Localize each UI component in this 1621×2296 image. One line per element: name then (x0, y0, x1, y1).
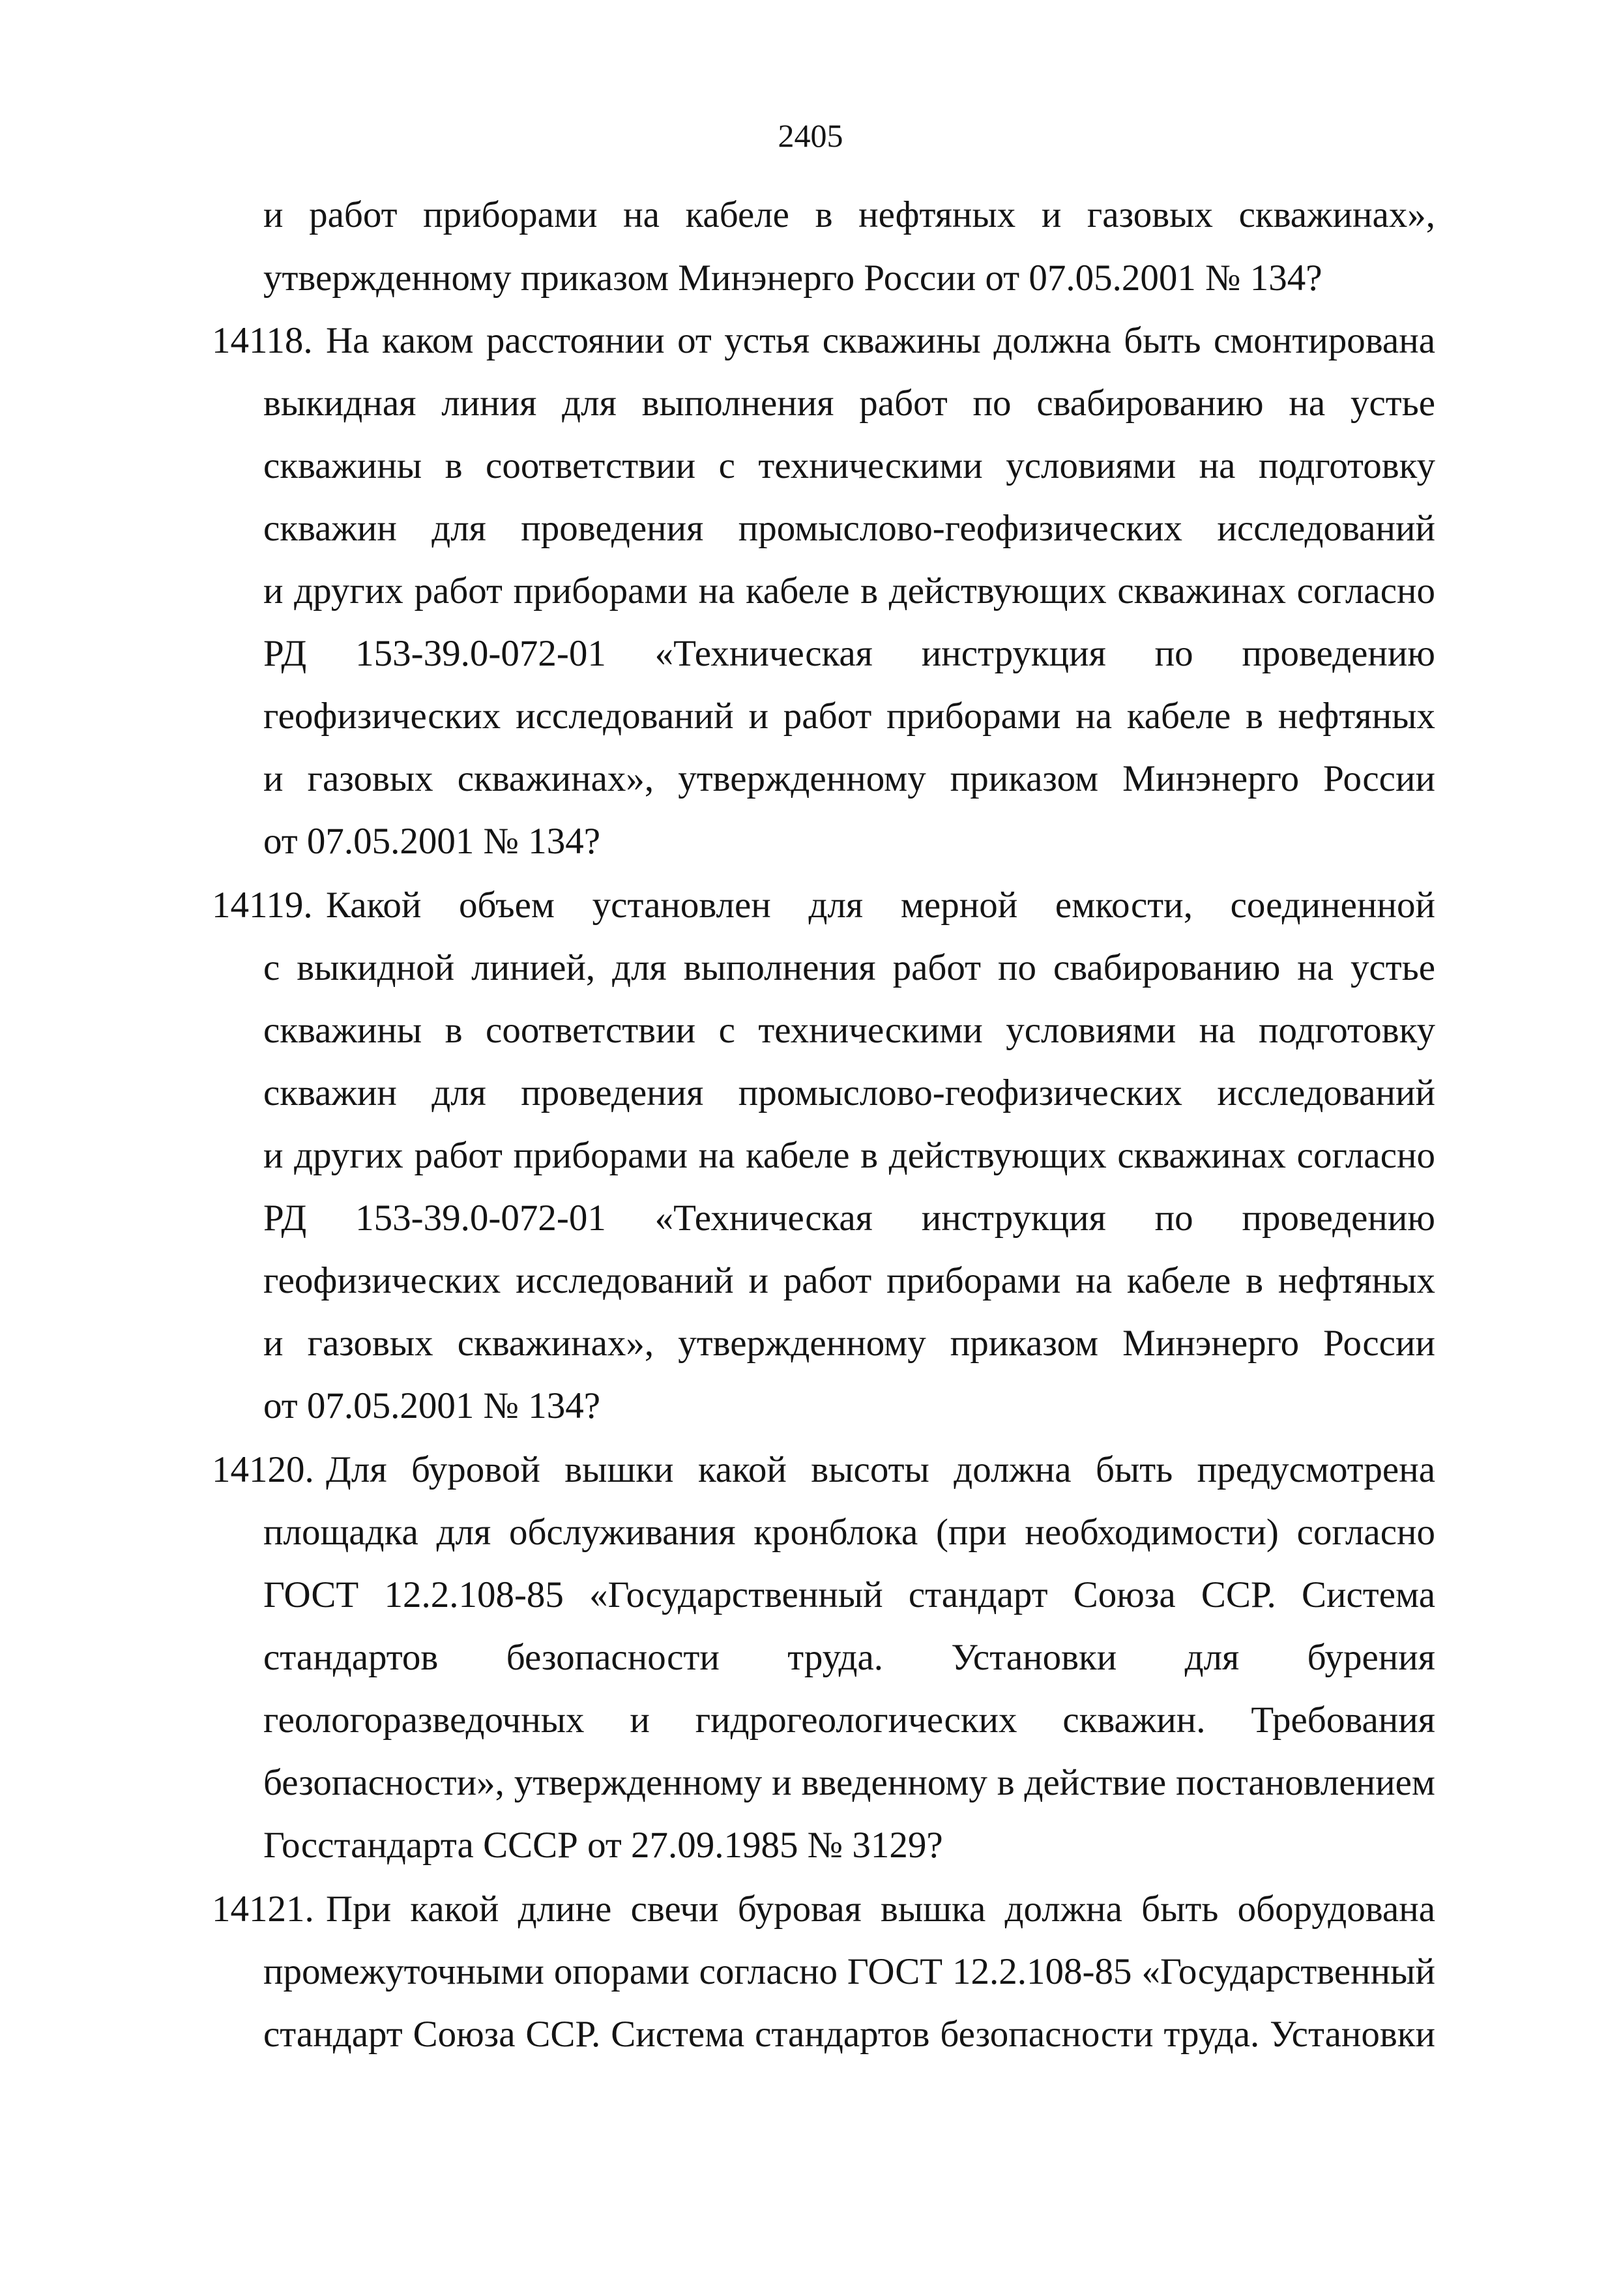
question-line: геофизических исследований и работ приборами на кабеле в нефтяных (263, 696, 1435, 737)
question-line: стандартов безопасности труда. Установки для бурения (263, 1637, 1435, 1678)
question-line: и других работ приборами на кабеле в действующих скважинах согласно (263, 1135, 1435, 1176)
question-line: и других работ приборами на кабеле в действующих скважинах согласно (263, 570, 1435, 611)
question-line: геологоразведочных и гидрогеологических скважин. Требования (263, 1700, 1435, 1741)
paragraph-line: утвержденному приказом Минэнерго России от 07.05.2001 № 134? (263, 258, 1322, 299)
question-line: и газовых скважинах», утвержденному приказом Минэнерго России (263, 758, 1435, 799)
question-line: На каком расстоянии от устья скважины должна быть смонтирована (326, 320, 1435, 361)
question-number: 14119. (212, 885, 313, 926)
question-line: скважины в соответствии с техническими условиями на подготовку (263, 1010, 1435, 1051)
question-line: геофизических исследований и работ приборами на кабеле в нефтяных (263, 1260, 1435, 1301)
question-line: безопасности», утвержденному и введенному в действие постановлением (263, 1762, 1435, 1803)
question-line: от 07.05.2001 № 134? (263, 821, 601, 862)
question-line: РД 153-39.0-072-01 «Техническая инструкция по проведению (263, 1198, 1435, 1239)
question-line: ГОСТ 12.2.108-85 «Государственный стандарт Союза ССР. Система (263, 1574, 1435, 1615)
question-line: площадка для обслуживания кронблока (при необходимости) согласно (263, 1512, 1435, 1553)
question-line: промежуточными опорами согласно ГОСТ 12.2.108-85 «Государственный (263, 1951, 1435, 1992)
question-line: Для буровой вышки какой высоты должна быть предусмотрена (326, 1449, 1435, 1490)
question-line: выкидная линия для выполнения работ по свабированию на устье (263, 383, 1435, 424)
question-number: 14118. (212, 320, 313, 361)
question-line: скважины в соответствии с техническими условиями на подготовку (263, 445, 1435, 486)
question-line: скважин для проведения промыслово-геофизических исследований (263, 508, 1435, 549)
question-line: скважин для проведения промыслово-геофизических исследований (263, 1072, 1435, 1113)
paragraph-line: и работ приборами на кабеле в нефтяных и газовых скважинах», (263, 194, 1435, 235)
question-line: от 07.05.2001 № 134? (263, 1385, 601, 1426)
question-line: Госстандарта СССР от 27.09.1985 № 3129? (263, 1825, 943, 1866)
question-line: РД 153-39.0-072-01 «Техническая инструкция по проведению (263, 633, 1435, 674)
page-number: 2405 (778, 117, 843, 154)
question-line: с выкидной линией, для выполнения работ по свабированию на устье (263, 947, 1435, 988)
question-line: Какой объем установлен для мерной емкости, соединенной (326, 885, 1435, 926)
question-line: и газовых скважинах», утвержденному приказом Минэнерго России (263, 1323, 1435, 1364)
question-line: стандарт Союза ССР. Система стандартов безопасности труда. Установки (263, 2014, 1435, 2055)
question-number: 14120. (212, 1449, 314, 1490)
question-line: При какой длине свечи буровая вышка должна быть оборудована (326, 1889, 1435, 1930)
question-number: 14121. (212, 1889, 314, 1930)
